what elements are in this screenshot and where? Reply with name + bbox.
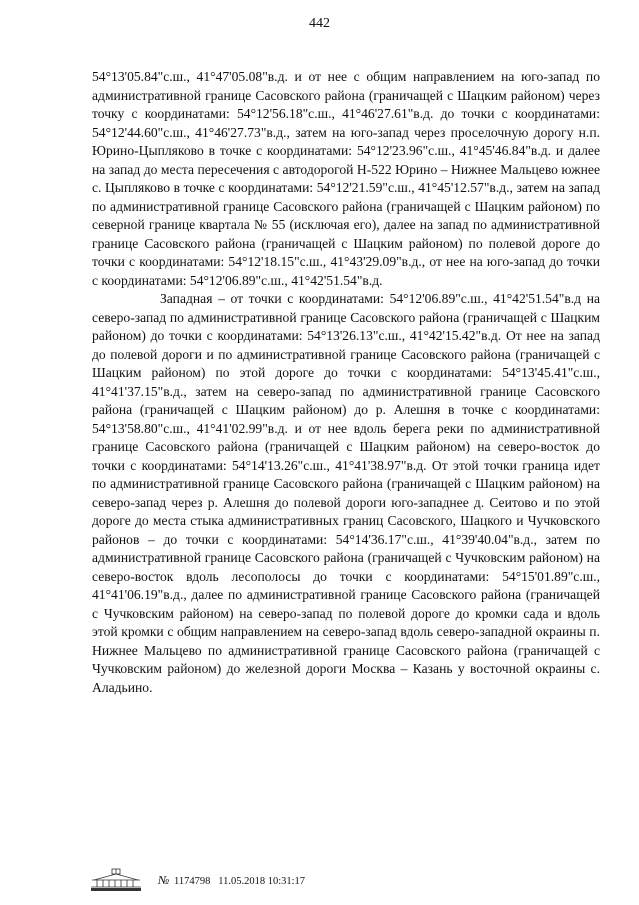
registration-timestamp: 11.05.2018 10:31:17 [218,876,306,887]
paragraph-south-boundary: 54°13'05.84"с.ш., 41°47'05.08"в.д. и от нее с общим направлением на юго-запад по административной границе Сасовского района (граничащей с Шацким районом) через точку с координатами: 54°12'56.18"с.ш., 41°46'27.61"в.д. до точки с координатами: 54°12'44.60"с.ш., 41°46'27.73"в.д., затем на юго-запад через проселочную дорогу н.п. Юрино-Цыпляково в точке с координатами: 54°12'23.96"с.ш., 41°45'46.84"в.д. и далее на запад до места пересечения с автодорогой Н-522 Юрино – Нижнее Мальцево южнее с. Цыпляково в точке с координатами: 54°12'21.59"с.ш., 41°45'12.57"в.д., затем на запад по административной границе Сасовского района (граничащей с Шацким районом) по северной границе квартала № 55 (исключая его), далее на запад по административной границе Сасовского района (граничащей с Шацким районом) по полевой дороге до точки с координатами: 54°12'18.15"с.ш., 41°43'29.09"в.д., от нее на юго-запад до точки с координатами: 54°12'06.89"с.ш., 41°42'51.54"в.д. [92,69,600,288]
number-sign: № [158,873,170,887]
document-number: 1174798 [173,876,211,887]
page-number: 442 [309,16,330,31]
document-footer [88,868,448,892]
document-body [92,68,600,697]
registration-stamp [158,873,305,889]
government-building-emblem-icon [88,868,144,892]
paragraph-west-boundary: Западная – от точки с координатами: 54°12'06.89"с.ш., 41°42'51.54"в.д на северо-запад по административной границе Сасовского района (граничащей с Шацким районом) до точки с координатами: 54°13'26.13"с.ш., 41°42'15.42"в.д. От нее на запад до полевой дороги и по административной границе Сасовского района (граничащей с Шацким районом) по этой дороге до точки с координатами: 54°13'45.41"с.ш., 41°41'37.15"в.д., затем на северо-запад по административной границе Сасовского района (граничащей с Шацким районом) до р. Алешня в точке с координатами: 54°13'58.80"с.ш., 41°41'02.99"в.д. и от нее вдоль берега реки по административной границе Сасовского района (граничащей с Шацким районом) на северо-восток до точки с координатами: 54°14'13.26"с.ш., 41°41'38.97"в.д. От этой точки граница идет по административной границе Сасовского района (граничащей с Шацким районом) на северо-запад через р. Алешня до полевой дороги юго-западнее д. Сеитово и по этой дороге до места стыка административных границ Сасовского, Шацкого и Чучковского районов – до точки с координатами: 54°14'36.17"с.ш., 41°39'40.04"в.д., затем по административной границе Сасовского района (граничащей с Чучковским районом) на северо-восток вдоль лесополосы до точки с координатами: 54°15'01.89"с.ш., 41°41'06.19"в.д., далее по административной границе Сасовского района (граничащей с Чучковским районом) на северо-запад по полевой дороге до кромки сада и вдоль этой кромки с общим направлением на северо-запад вдоль северо-западной окраины п. Нижнее Мальцево по административной границе Сасовского района (граничащей с Чучковским районом) до железной дороги Москва – Казань у восточной окраины с. Аладьино. [92,291,600,695]
